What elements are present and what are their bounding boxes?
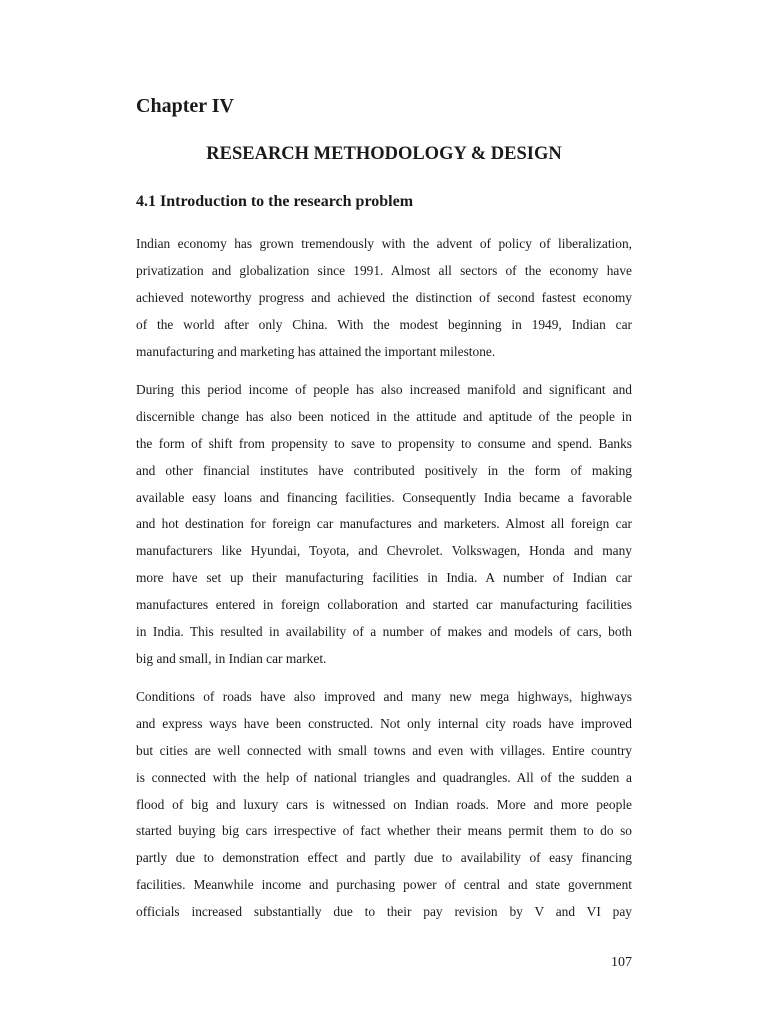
chapter-label: Chapter IV — [136, 95, 234, 117]
paragraph-line: and other financial institutes have contributed positively in the form of making — [136, 462, 632, 478]
paragraph-line: manufacturing and marketing has attained the important milestone. — [136, 343, 496, 359]
paragraph-line: Indian economy has grown tremendously with the advent of policy of liberalization, — [136, 236, 632, 251]
chapter-title: RESEARCH METHODOLOGY & DESIGN — [206, 144, 562, 164]
paragraph-line: and express ways have been constructed. Not only internal city roads have improved — [136, 715, 632, 731]
paragraph-line: Conditions of roads have also improved and many new mega highways, highways — [136, 689, 632, 704]
paragraph-line: of the world after only China. With the modest beginning in 1949, Indian car — [136, 316, 632, 332]
body-paragraph-2 — [136, 377, 632, 673]
paragraph-line: During this period income of people has also increased manifold and significant and — [136, 382, 632, 397]
section-heading: 4.1 Introduction to the research problem — [136, 193, 414, 210]
paragraph-line: but cities are well connected with small towns and even with villages. Entire country — [136, 742, 632, 758]
paragraph-line: manufacturers like Hyundai, Toyota, and Chevrolet. Volkswagen, Honda and many — [136, 543, 632, 559]
body-paragraph-3 — [136, 684, 632, 926]
paragraph-line: started buying big cars irrespective of fact whether their means permit them to do so — [136, 823, 632, 839]
paragraph-line: partly due to demonstration effect and partly due to availability of easy financing — [136, 850, 632, 866]
paragraph-line: privatization and globalization since 1991. Almost all sectors of the economy have — [136, 262, 632, 278]
paragraph-line: discernible change has also been noticed in the attitude and aptitude of the people in — [136, 408, 632, 424]
paragraph-line: more have set up their manufacturing facilities in India. A number of Indian car — [136, 570, 632, 586]
paragraph-line: facilities. Meanwhile income and purchasing power of central and state government — [136, 877, 632, 893]
paragraph-line: and hot destination for foreign car manufactures and marketers. Almost all foreign car — [136, 516, 632, 532]
paragraph-line: manufactures entered in foreign collaboration and started car manufacturing facilities — [136, 597, 632, 613]
paragraph-line: officials increased substantially due to their pay revision by V and VI pay — [136, 904, 632, 920]
paragraph-line: achieved noteworthy progress and achieved the distinction of second fastest economy — [136, 289, 632, 305]
body-paragraph-1 — [136, 231, 632, 365]
paragraph-line: is connected with the help of national triangles and quadrangles. All of the sudden a — [136, 769, 632, 785]
paragraph-line: in India. This resulted in availability of a number of makes and models of cars, both — [136, 624, 632, 640]
paragraph-line: the form of shift from propensity to save to propensity to consume and spend. Banks — [136, 435, 632, 451]
paragraph-line: big and small, in Indian car market. — [136, 650, 327, 666]
paragraph-line: available easy loans and financing facilities. Consequently India became a favorable — [136, 489, 632, 505]
paragraph-line: flood of big and luxury cars is witnessed on Indian roads. More and more people — [136, 796, 632, 812]
page-number: 107 — [611, 955, 632, 970]
